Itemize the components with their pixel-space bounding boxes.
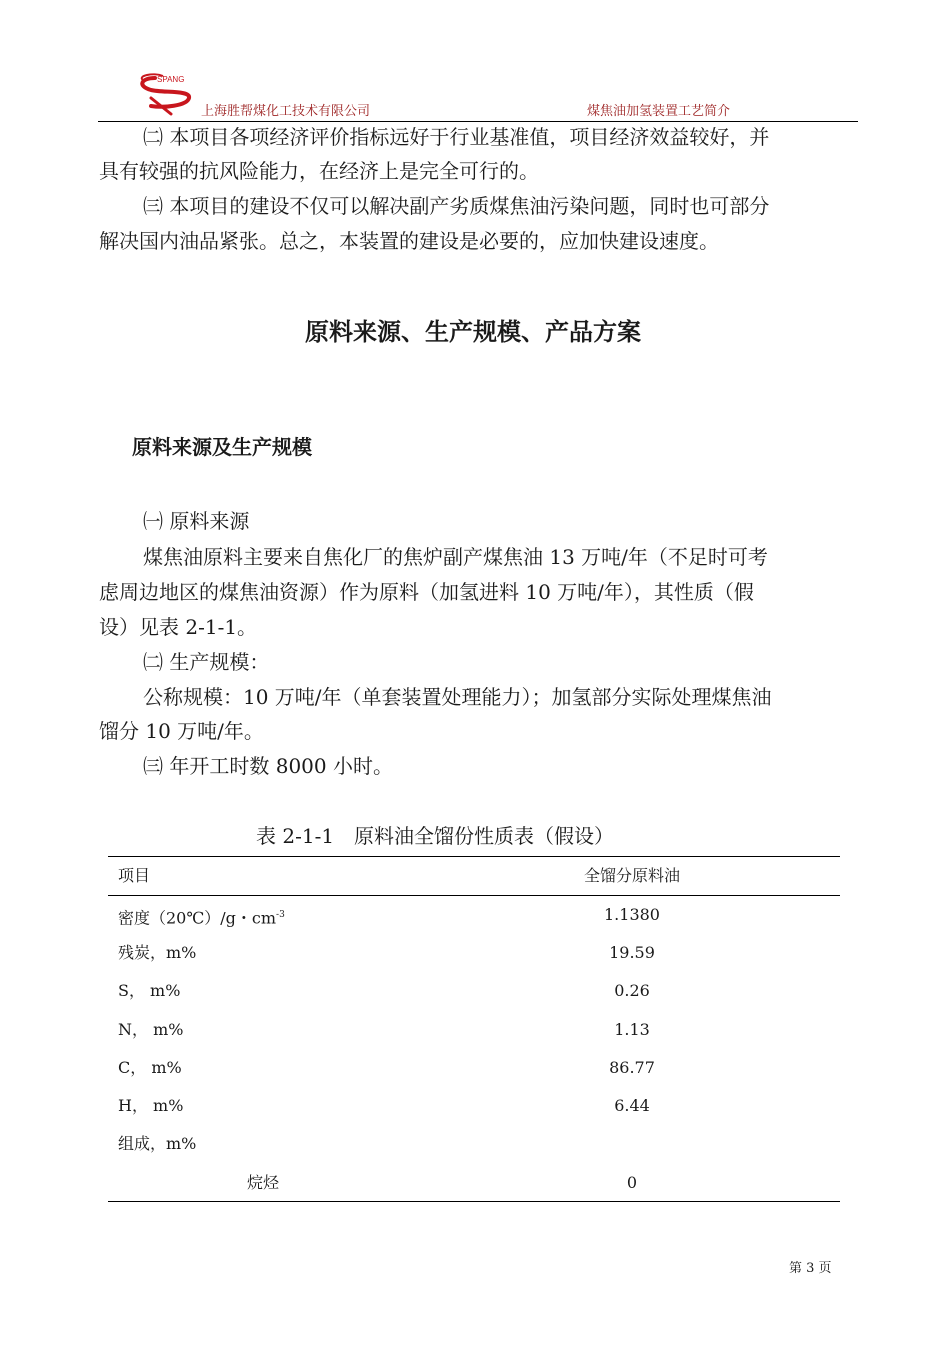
table-row-label: C， m%	[118, 1058, 182, 1077]
scale-line1: 公称规模：10 万吨/年（单套装置处理能力）；加氢部分实际处理煤焦油	[143, 685, 772, 709]
intro-item2-line2: 具有较强的抗风险能力，在经济上是完全可行的。	[99, 159, 539, 183]
scale-heading: ㈡ 生产规模：	[143, 650, 270, 674]
table-row-label: 组成，m%	[118, 1134, 197, 1153]
scale-line2: 馏分 10 万吨/年。	[99, 719, 264, 743]
logo-text: SPANG	[157, 75, 185, 84]
intro-item3-line1: ㈢ 本项目的建设不仅可以解决副产劣质煤焦油污染问题，同时也可部分	[143, 194, 770, 218]
table-row-label: 烷烃	[247, 1173, 280, 1192]
table-row-label: N， m%	[118, 1020, 184, 1039]
header-company: 上海胜帮煤化工技术有限公司	[201, 104, 371, 119]
table-row-label: H， m%	[118, 1096, 184, 1115]
table-row-value: 19.59	[609, 943, 655, 962]
table-header-item: 项目	[118, 866, 151, 885]
raw-material-line3: 设）见表 2-1-1。	[99, 615, 258, 639]
header-divider	[98, 121, 858, 122]
table-header-value: 全馏分原料油	[583, 866, 680, 885]
header-document-title: 煤焦油加氢装置工艺简介	[587, 104, 731, 119]
table-row-value: 1.13	[614, 1020, 650, 1039]
company-logo-icon	[133, 68, 205, 116]
table-row-value: 6.44	[614, 1096, 650, 1115]
table-top-rule	[108, 856, 840, 857]
intro-item2-line1: ㈡ 本项目各项经济评价指标远好于行业基准值，项目经济效益较好，并	[143, 125, 770, 149]
table-row-value: 1.1380	[604, 905, 660, 924]
operating-hours: ㈢ 年开工时数 8000 小时。	[143, 754, 393, 778]
table-row-label: S， m%	[118, 981, 181, 1000]
raw-material-line1: 煤焦油原料主要来自焦化厂的焦炉副产煤焦油 13 万吨/年（不足时可考	[143, 545, 768, 569]
table-bottom-rule	[108, 1201, 840, 1202]
section-title: 原料来源、生产规模、产品方案	[305, 317, 641, 346]
table-row-value: 86.77	[609, 1058, 655, 1077]
page-number: 第 3 页	[789, 1261, 832, 1276]
section-subtitle: 原料来源及生产规模	[132, 435, 312, 459]
intro-item3-line2: 解决国内油品紧张。总之，本装置的建设是必要的，应加快建设速度。	[99, 229, 719, 253]
raw-material-heading: ㈠ 原料来源	[143, 509, 250, 533]
unit-superscript: -3	[276, 910, 285, 920]
table-row-label: 残炭，m%	[118, 943, 197, 962]
table-caption: 表 2-1-1 原料油全馏份性质表（假设）	[256, 824, 615, 848]
table-header-rule	[108, 895, 840, 896]
raw-material-line2: 虑周边地区的煤焦油资源）作为原料（加氢进料 10 万吨/年），其性质（假	[99, 580, 754, 604]
table-row-value: 0	[626, 1173, 638, 1192]
table-row-label: 密度（20℃）/g・$cm^{-3}$	[118, 908, 285, 928]
table-row-value: 0.26	[614, 981, 650, 1000]
